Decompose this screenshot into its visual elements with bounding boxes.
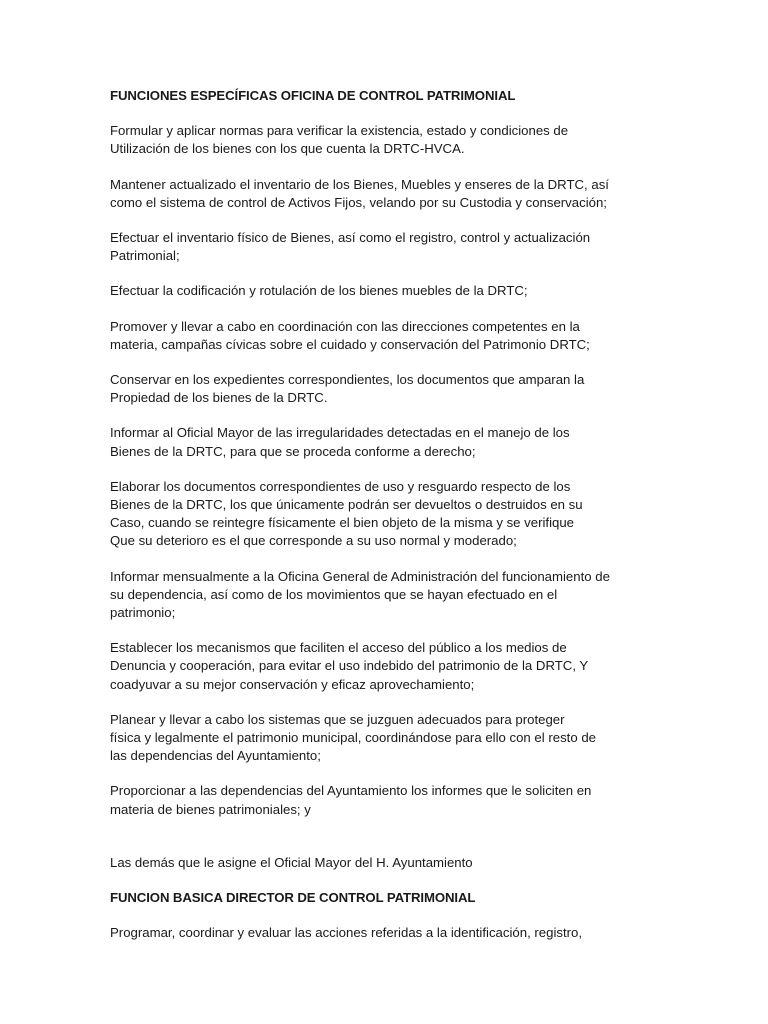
text-line: coadyuvar a su mejor conservación y eficaz aprovechamiento;: [110, 676, 475, 692]
text-line: su dependencia, así como de los movimientos que se hayan efectuado en el: [110, 586, 558, 602]
paragraph-8: [110, 478, 670, 551]
text-line: Establecer los mecanismos que faciliten el acceso del público a los medios de: [110, 640, 567, 656]
section-heading-functions: FUNCIONES ESPECÍFICAS OFICINA DE CONTROL PATRIMONIAL: [110, 88, 516, 103]
text-line: Denuncia y cooperación, para evitar el uso indebido del patrimonio de la DRTC, Y: [110, 658, 589, 674]
text-line: Proporcionar a las dependencias del Ayuntamiento los informes que le soliciten en: [110, 783, 592, 799]
text-line: Efectuar el inventario físico de Bienes, así como el registro, control y actualización: [110, 230, 591, 246]
paragraph-1: [110, 122, 670, 158]
text-line: Promover y llevar a cabo en coordinación con las direcciones competentes en la: [110, 318, 580, 334]
section-heading-director: FUNCION BASICA DIRECTOR DE CONTROL PATRIMONIAL: [110, 890, 476, 906]
text-line: las dependencias del Ayuntamiento;: [110, 748, 321, 764]
text-line: Informar mensualmente a la Oficina General de Administración del funcionamiento de: [110, 568, 610, 584]
paragraph-6: [110, 371, 670, 407]
text-line: Bienes de la DRTC, para que se proceda conforme a derecho;: [110, 443, 476, 459]
text-line: Conservar en los expedientes correspondientes, los documentos que amparan la: [110, 372, 585, 388]
paragraph-7: [110, 424, 670, 460]
text-line: Programar, coordinar y evaluar las acciones referidas a la identificación, registro,: [110, 925, 583, 941]
text-line: Que su deterioro es el que corresponde a su uso normal y moderado;: [110, 533, 517, 549]
text-line: Informar al Oficial Mayor de las irregularidades detectadas en el manejo de los: [110, 425, 570, 441]
text-line: Bienes de la DRTC, los que únicamente podrán ser devueltos o destruidos en su: [110, 497, 583, 513]
paragraph-5: [110, 318, 670, 354]
paragraph-4: [110, 282, 670, 300]
text-line: como el sistema de control de Activos Fijos, velando por su Custodia y conservación;: [110, 194, 607, 210]
paragraph-10: [110, 639, 670, 694]
text-line: patrimonio;: [110, 605, 176, 621]
paragraph-3: [110, 229, 670, 265]
closing-paragraph: Las demás que le asigne el Oficial Mayor del H. Ayuntamiento: [110, 854, 473, 870]
paragraph-12: [110, 782, 670, 818]
text-line: Patrimonial;: [110, 248, 180, 264]
text-line: Efectuar la codificación y rotulación de los bienes muebles de la DRTC;: [110, 283, 528, 299]
text-line: Caso, cuando se reintegre físicamente el bien objeto de la misma y se verifique: [110, 515, 575, 531]
paragraph-11: [110, 711, 670, 766]
text-line: Formular y aplicar normas para verificar la existencia, estado y condiciones de: [110, 123, 569, 139]
text-line: materia, campañas cívicas sobre el cuidado y conservación del Patrimonio DRTC;: [110, 336, 590, 352]
paragraph-9: [110, 568, 670, 623]
text-line: Elaborar los documentos correspondientes de uso y resguardo respecto de los: [110, 478, 571, 494]
text-line: Planear y llevar a cabo los sistemas que se juzguen adecuados para proteger: [110, 711, 565, 727]
document-content: [110, 87, 670, 943]
text-line: Utilización de los bienes con los que cuenta la DRTC-HVCA.: [110, 141, 465, 157]
paragraph-2: [110, 176, 670, 212]
text-line: Propiedad de los bienes de la DRTC.: [110, 390, 328, 406]
text-line: Mantener actualizado el inventario de los Bienes, Muebles y enseres de la DRTC, así: [110, 176, 609, 192]
text-line: física y legalmente el patrimonio municipal, coordinándose para ello con el resto de: [110, 730, 597, 746]
text-line: materia de bienes patrimoniales; y: [110, 801, 311, 817]
